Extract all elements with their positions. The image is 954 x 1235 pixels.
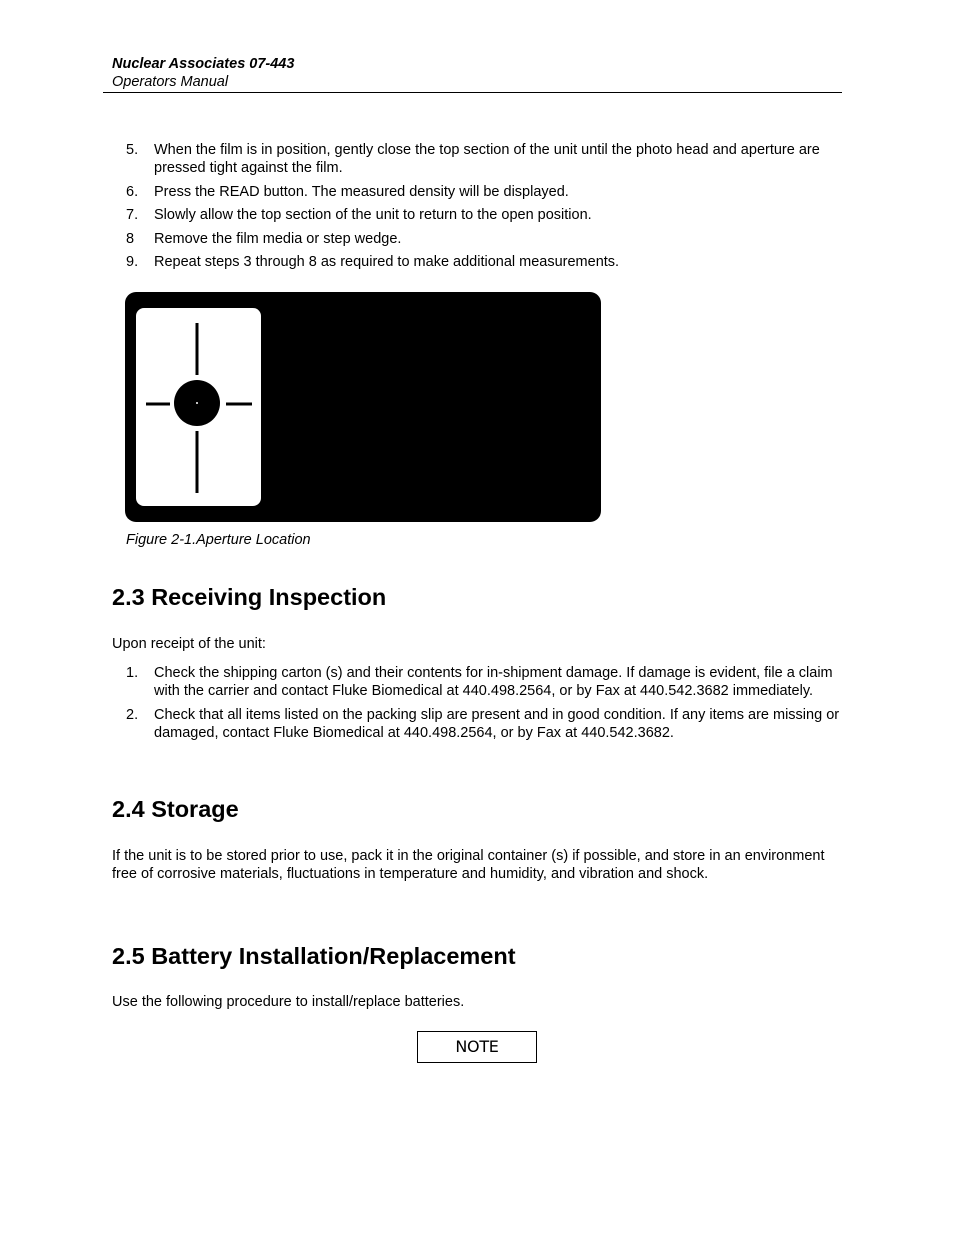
list-item xyxy=(112,141,840,177)
header-subtitle: Operators Manual xyxy=(112,74,229,90)
step-number: 7. xyxy=(126,207,139,223)
item-number: 2. xyxy=(126,706,139,723)
list-item xyxy=(112,230,840,248)
item-text: Check the shipping carton (s) and their contents for in-shipment damage. If damage is evident, file a claim with the carrier and contact Fluke Biomedical at 440.498.2564, or by Fax at 440.542.3682 immediately. xyxy=(154,665,833,699)
receiving-intro: Upon receipt of the unit: xyxy=(112,636,266,652)
list-item xyxy=(112,664,840,700)
step-text: Press the READ button. The measured density will be displayed. xyxy=(154,183,569,200)
step-text: Remove the film media or step wedge. xyxy=(154,230,402,247)
step-text: Repeat steps 3 through 8 as required to make additional measurements. xyxy=(154,254,620,270)
inspection-list xyxy=(112,664,840,747)
step-number: 9. xyxy=(126,254,139,270)
procedure-steps xyxy=(112,141,840,277)
item-text: Check that all items listed on the packing slip are present and in good condition. If any items are missing or damaged, contact Fluke Biomedical at 440.498.2564, or by Fax at 440.542.3682. xyxy=(154,706,840,741)
section-heading-receiving: 2.3 Receiving Inspection xyxy=(112,584,387,610)
header-title: Nuclear Associates 07-443 xyxy=(112,56,295,72)
step-number: 8 xyxy=(126,230,135,247)
step-text: When the film is in position, gently close the top section of the unit until the photo head and aperture are pressed tight against the film. xyxy=(154,142,820,176)
step-text: Slowly allow the top section of the unit to return to the open position. xyxy=(154,207,592,223)
list-item xyxy=(112,206,840,224)
step-number: 5. xyxy=(126,142,139,158)
section-heading-storage: 2.4 Storage xyxy=(112,796,239,822)
item-number: 1. xyxy=(126,665,139,681)
list-item xyxy=(112,253,840,271)
battery-paragraph: Use the following procedure to install/replace batteries. xyxy=(112,994,465,1010)
list-item xyxy=(112,706,840,742)
step-number: 6. xyxy=(126,183,139,200)
note-label: NOTE xyxy=(417,1031,537,1063)
section-heading-battery: 2.5 Battery Installation/Replacement xyxy=(112,943,516,969)
page-header xyxy=(103,56,842,93)
storage-paragraph: If the unit is to be stored prior to use, pack it in the original container (s) if possible, and store in an environment free of corrosive materials, fluctuations in temperature and humidity, and vibration and shock. xyxy=(112,848,825,882)
list-item xyxy=(112,183,840,201)
aperture-location-figure xyxy=(124,291,602,523)
figure-caption: Figure 2-1.Aperture Location xyxy=(126,532,311,548)
